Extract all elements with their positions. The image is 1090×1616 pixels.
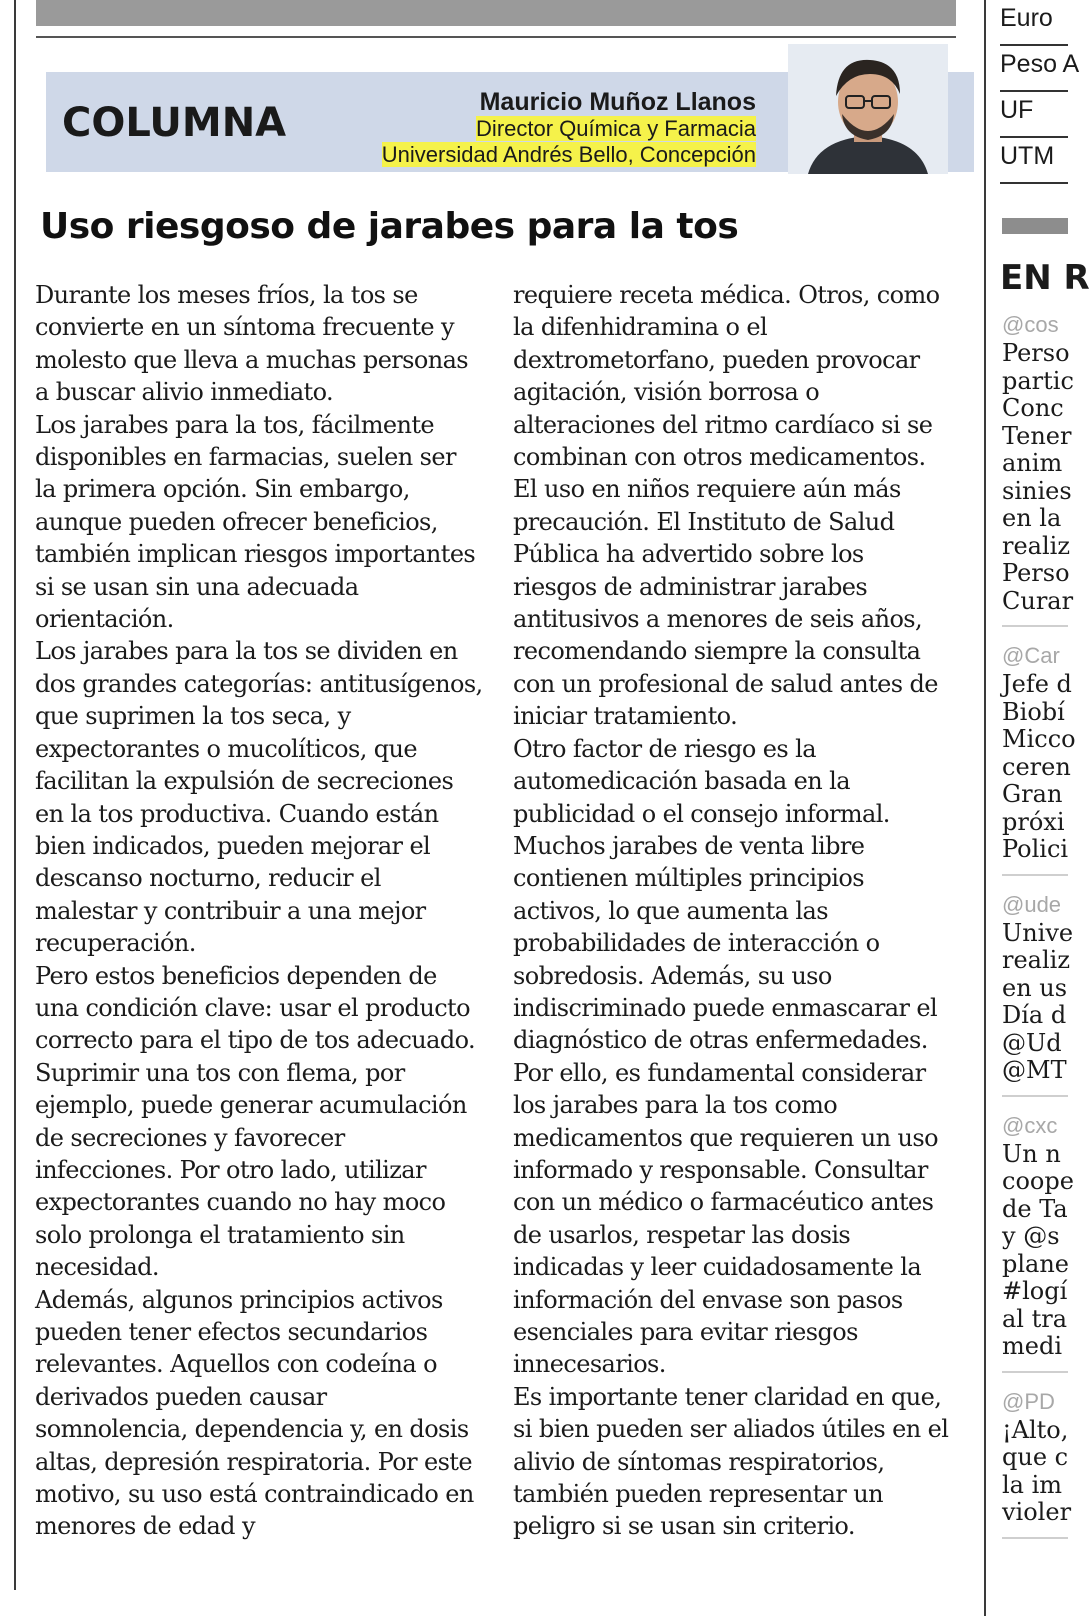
paragraph: Los jarabes para la tos se dividen en dos grandes categorías: antitusígenos, que suprimen la tos seca, y expectorantes o mucolíticos, que facilitan la expulsión de secreciones en la tos productiva. Cuando están bien indicados, pueden mejorar el descanso nocturno, reducir el malestar y contribuir a una mejor recuperación. xyxy=(35,637,483,958)
paragraph: requiere receta médica. Otros, como la difenhidramina o el dextrometorfano, pueden provocar agitación, visión borrosa o alteraciones del ritmo cardíaco si se combinan con otros medicamentos. xyxy=(513,281,940,472)
paragraph: Durante los meses fríos, la tos se convierte en un síntoma frecuente y molesto que lleva a muchas personas a buscar alivio inmediato. xyxy=(35,281,469,407)
author-credentials xyxy=(380,116,756,168)
feed-text-line: Perso xyxy=(1002,339,1070,367)
feed-text-line: Curar xyxy=(1002,586,1074,615)
author-portrait-icon xyxy=(788,44,948,174)
article-column-2 xyxy=(513,279,949,1543)
feed-text-line: sinies xyxy=(1002,476,1072,505)
column-label: COLUMNA xyxy=(62,100,287,146)
paragraph: Otro factor de riesgo es la automedicación basada en la publicidad o el consejo informal. Muchos jarabes de venta libre contienen múltiples principios activos, lo que aumenta las probabilidades de interacción o sobredosis. Además, su uso indiscriminado puede enmascarar el diagnóstico de otras enfermedades. xyxy=(513,734,938,1055)
feed-text-line: Polici xyxy=(1002,835,1069,863)
feed-text-line: Unive xyxy=(1002,918,1074,947)
rate-uf: UF xyxy=(1000,92,1068,138)
paragraph: Además, algunos principios activos pueden tener efectos secundarios relevantes. Aquellos con codeína o derivados pueden causar somnolencia, dependencia y, en dosis altas, depresión respiratoria. Por este motivo, su uso está contraindicado en menores de edad y xyxy=(35,1285,474,1541)
feed-text-line: medi xyxy=(1002,1332,1062,1360)
feed-item[interactable] xyxy=(1002,310,1074,627)
feed-text-line: Un n xyxy=(1002,1139,1061,1168)
feed-text-line: ¡Alto, xyxy=(1002,1415,1069,1444)
left-column-rule xyxy=(14,0,16,1590)
author-photo xyxy=(788,44,948,174)
feed-text-line: realiz xyxy=(1002,531,1070,560)
rate-euro: Euro xyxy=(1000,0,1068,46)
feed-text-line: @Ud xyxy=(1002,1028,1062,1057)
column-divider-rule xyxy=(984,0,986,1616)
sidebar-gray-bar xyxy=(1002,218,1068,234)
article-column-1 xyxy=(35,279,483,1543)
feed-text-line: partic xyxy=(1002,366,1074,395)
feed-text-line: al tra xyxy=(1002,1304,1068,1333)
feed-text-line: y @s xyxy=(1002,1222,1060,1250)
paragraph: Los jarabes para la tos, fácilmente disponibles en farmacias, suelen ser la primera opción. Sin embargo, aunque pueden ofrecer beneficios, también implican riesgos importantes si se usan sin una adecuada orientación. xyxy=(35,410,476,634)
feed-handle[interactable]: @cos xyxy=(1002,312,1059,337)
feed-handle[interactable]: @Car xyxy=(1002,643,1060,668)
feed-text-line: @MT xyxy=(1002,1056,1067,1084)
feed-text-line: #logí xyxy=(1002,1277,1068,1305)
feed-text-line: ceren xyxy=(1002,752,1071,781)
rate-peso: Peso A xyxy=(1000,46,1068,92)
paragraph: Pero estos beneficios dependen de una condición clave: usar el producto correcto para el tipo de tos adecuado. Suprimir una tos con flema, por ejemplo, puede generar acumulación de secreciones y favorecer infecciones. Por otro lado, utilizar expectorantes cuando no hay moco solo prolonga el tratamiento sin necesidad. xyxy=(35,961,476,1282)
paragraph: Por ello, es fundamental considerar los jarabes para la tos como medicamentos que requieren un uso informado y responsable. Consultar con un médico o farmacéutico antes de usarlos, respetar las dosis indicadas y leer cuidadosamente la información del envase son pasos esenciales para evitar riesgos innecesarios. xyxy=(513,1058,938,1379)
paragraph: El uso en niños requiere aún más precaución. El Instituto de Salud Pública ha advertido sobre los riesgos de administrar jarabes antitusivos a menores de seis años, recomendando siempre la consulta con un profesional de salud antes de iniciar tratamiento. xyxy=(513,475,938,731)
feed-handle[interactable]: @cxc xyxy=(1002,1112,1058,1138)
feed-text-line: en la xyxy=(1002,504,1062,532)
sidebar-section-title: EN R xyxy=(1000,258,1090,298)
rate-utm: UTM xyxy=(1000,138,1068,184)
feed-text-line: Conc xyxy=(1002,394,1064,422)
paragraph: Es importante tener claridad en que, si bien pueden ser aliados útiles en el alivio de síntomas respiratorios, también pueden representar un peligro si se usan sin criterio. xyxy=(513,1382,949,1541)
top-rule xyxy=(36,36,956,38)
feed-text-line: coope xyxy=(1002,1167,1074,1195)
top-gray-band xyxy=(36,0,956,26)
feed-text-line: violer xyxy=(1002,1498,1072,1526)
feed-text-line: realiz xyxy=(1002,946,1070,974)
feed-item[interactable] xyxy=(1002,1111,1074,1373)
feed-text-line: de Ta xyxy=(1002,1194,1068,1223)
feed-text-line: plane xyxy=(1002,1249,1070,1278)
author-name: Mauricio Muñoz Llanos xyxy=(479,88,756,116)
feed-item[interactable] xyxy=(1002,641,1076,876)
social-feed xyxy=(1002,310,1076,1553)
feed-handle[interactable]: @PD xyxy=(1002,1388,1055,1414)
feed-item[interactable] xyxy=(1002,890,1074,1097)
feed-text-line: Biobí xyxy=(1002,697,1065,726)
feed-handle[interactable]: @ude xyxy=(1002,891,1062,917)
feed-text-line: Jefe d xyxy=(1002,670,1072,698)
author-title: Director Química y Farmacia xyxy=(476,116,756,141)
feed-text-line: Día d xyxy=(1002,1001,1067,1029)
article-headline: Uso riesgoso de jarabes para la tos xyxy=(40,206,739,247)
feed-item[interactable] xyxy=(1002,1387,1072,1539)
feed-text-line: Micco xyxy=(1002,725,1076,753)
feed-text-line: próxi xyxy=(1002,807,1065,836)
feed-text-line: Gran xyxy=(1002,780,1063,808)
currency-rates xyxy=(1000,0,1080,184)
feed-text-line: en us xyxy=(1002,973,1068,1002)
feed-text-line: que c xyxy=(1002,1443,1069,1471)
feed-text-line: Perso xyxy=(1002,559,1070,587)
feed-text-line: la im xyxy=(1002,1470,1063,1499)
feed-text-line: Tener xyxy=(1002,421,1072,450)
feed-text-line: anim xyxy=(1002,449,1063,477)
author-affiliation: Universidad Andrés Bello, Concepción xyxy=(381,142,756,167)
